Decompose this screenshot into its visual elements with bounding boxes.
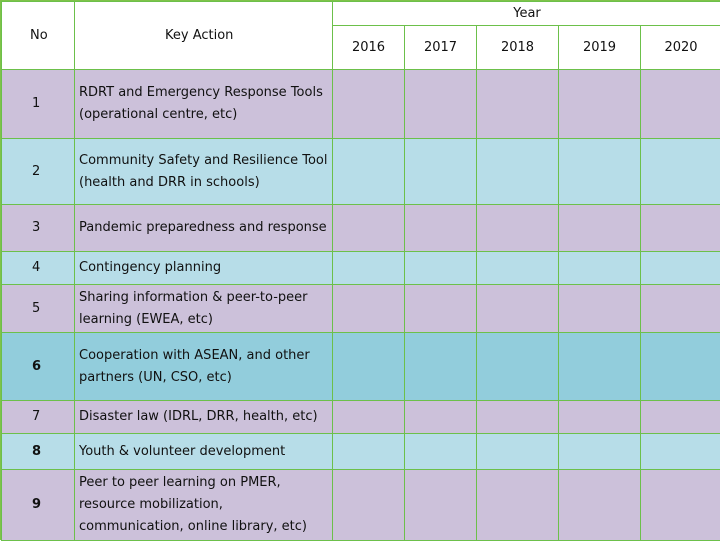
year-cell <box>405 285 477 333</box>
table-row <box>2 333 720 401</box>
key-action-line: partners (UN, CSO, etc) <box>79 367 328 389</box>
year-cell <box>333 401 405 434</box>
row-number: 2 <box>2 139 75 205</box>
key-action-line: (health and DRR in schools) <box>79 172 328 194</box>
year-cell <box>405 70 477 139</box>
year-cell <box>477 285 559 333</box>
year-cell <box>477 470 559 541</box>
row-number: 4 <box>2 252 75 285</box>
year-cell <box>405 252 477 285</box>
row-number: 7 <box>2 401 75 434</box>
year-cell <box>559 252 641 285</box>
key-action-line: Sharing information & peer-to-peer <box>79 287 328 309</box>
row-number: 5 <box>2 285 75 333</box>
key-action-cell <box>75 70 333 139</box>
header-year-2019: 2019 <box>559 26 641 70</box>
key-action-line: RDRT and Emergency Response Tools <box>79 82 328 104</box>
key-action-line: Cooperation with ASEAN, and other <box>79 345 328 367</box>
year-cell <box>405 333 477 401</box>
year-cell <box>559 139 641 205</box>
year-cell <box>477 401 559 434</box>
header-year-2020: 2020 <box>641 26 720 70</box>
header-year-2016: 2016 <box>333 26 405 70</box>
key-action-cell <box>75 285 333 333</box>
year-cell <box>333 70 405 139</box>
table-row <box>2 434 720 470</box>
key-action-cell <box>75 139 333 205</box>
row-number: 8 <box>2 434 75 470</box>
key-action-cell <box>75 434 333 470</box>
year-cell <box>477 333 559 401</box>
year-cell <box>477 139 559 205</box>
year-cell <box>405 470 477 541</box>
key-action-cell <box>75 205 333 252</box>
key-action-cell <box>75 252 333 285</box>
key-action-line: resource mobilization, <box>79 494 328 516</box>
year-cell <box>641 285 720 333</box>
year-cell <box>641 470 720 541</box>
table-row <box>2 252 720 285</box>
year-cell <box>641 139 720 205</box>
year-cell <box>559 401 641 434</box>
header-year: Year <box>333 2 720 26</box>
year-cell <box>477 70 559 139</box>
key-action-line: Peer to peer learning on PMER, <box>79 472 328 494</box>
key-action-line: Disaster law (IDRL, DRR, health, etc) <box>79 406 328 428</box>
header-key-action: Key Action <box>75 2 333 70</box>
year-cell <box>333 470 405 541</box>
key-action-cell <box>75 401 333 434</box>
row-number: 9 <box>2 470 75 541</box>
year-cell <box>477 205 559 252</box>
year-cell <box>641 434 720 470</box>
action-year-grid <box>1 1 720 541</box>
year-cell <box>641 252 720 285</box>
year-cell <box>333 434 405 470</box>
year-cell <box>641 205 720 252</box>
table-row <box>2 401 720 434</box>
key-action-line: Contingency planning <box>79 257 328 279</box>
year-cell <box>641 70 720 139</box>
key-action-line: Youth & volunteer development <box>79 441 328 463</box>
year-cell <box>559 470 641 541</box>
key-action-line: communication, online library, etc) <box>79 516 328 538</box>
row-number: 6 <box>2 333 75 401</box>
year-cell <box>641 333 720 401</box>
row-number: 1 <box>2 70 75 139</box>
year-cell <box>559 333 641 401</box>
table-row <box>2 470 720 541</box>
year-cell <box>559 70 641 139</box>
year-cell <box>559 205 641 252</box>
year-cell <box>477 434 559 470</box>
row-number: 3 <box>2 205 75 252</box>
key-action-line: learning (EWEA, etc) <box>79 309 328 331</box>
year-cell <box>333 285 405 333</box>
table-row <box>2 70 720 139</box>
table-row <box>2 285 720 333</box>
header-year-2017: 2017 <box>405 26 477 70</box>
year-cell <box>333 139 405 205</box>
year-cell <box>333 252 405 285</box>
header-year-2018: 2018 <box>477 26 559 70</box>
key-action-line: Community Safety and Resilience Tool <box>79 150 328 172</box>
year-cell <box>559 285 641 333</box>
year-cell <box>641 401 720 434</box>
table-row <box>2 139 720 205</box>
key-action-line: Pandemic preparedness and response <box>79 217 328 239</box>
key-action-cell <box>75 470 333 541</box>
key-action-line: (operational centre, etc) <box>79 104 328 126</box>
year-cell <box>559 434 641 470</box>
key-action-cell <box>75 333 333 401</box>
year-cell <box>405 434 477 470</box>
year-cell <box>333 333 405 401</box>
year-cell <box>405 205 477 252</box>
table-row <box>2 205 720 252</box>
year-cell <box>477 252 559 285</box>
year-cell <box>405 401 477 434</box>
year-cell <box>333 205 405 252</box>
year-cell <box>405 139 477 205</box>
header-no: No <box>2 2 75 70</box>
